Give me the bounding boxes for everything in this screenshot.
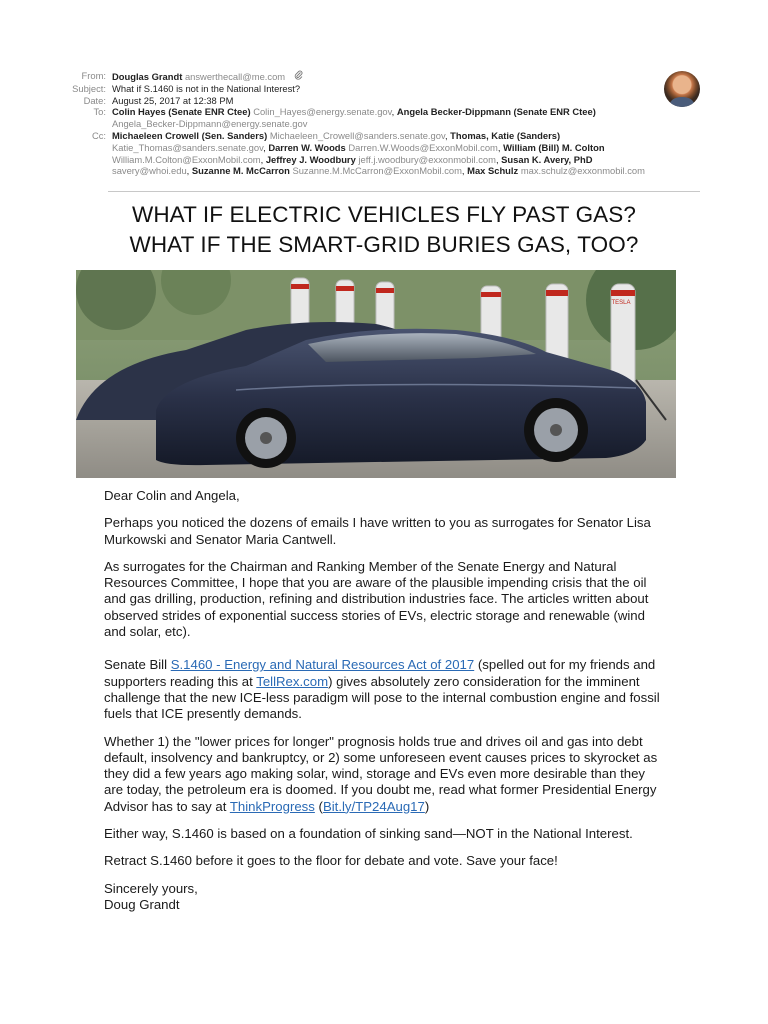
cc-name[interactable]: Jeffrey J. Woodbury (265, 153, 356, 165)
tesla-charging-photo (76, 270, 676, 478)
subject-row (0, 83, 720, 95)
to-name[interactable]: Angela Becker-Dippmann (Senate ENR Ctee) (396, 106, 596, 118)
closing: Sincerely yours, (104, 880, 198, 896)
cc-email[interactable]: Suzanne.M.McCarron@ExxonMobil.com (292, 165, 462, 177)
tellrex-link[interactable]: TellRex.com (256, 673, 329, 689)
bitly-link[interactable]: Bit.ly/TP24Aug17 (322, 798, 425, 814)
subject-label: Subject: (72, 82, 106, 94)
signature: Doug Grandt (104, 896, 180, 912)
from-row (0, 70, 720, 83)
s1460-link[interactable]: S.1460 - Energy and Natural Resources Act of 2017 (170, 657, 475, 673)
cc-name[interactable]: Michaeleen Crowell (Sen. Sanders) (112, 129, 268, 141)
cc-email[interactable]: savery@whoi.edu (112, 165, 187, 177)
header-divider (108, 191, 700, 192)
to-email[interactable]: Angela_Becker-Dippmann@energy.senate.gov (112, 118, 308, 130)
cc-name[interactable]: William (Bill) M. Colton (503, 141, 605, 153)
paragraph-4: Whether 1) the "lower prices for longer" prognosis holds true and drives oil and gas into debt default, insolvency and bankruptcy, or 2) some unforeseen event causes prices to skyrocket as they did a few years ago making solar, wind, storage and EVs even more desirable than they are today, the petroleum era is doomed. If you doubt me, read what former Presidential Energy Advisor has to say at ThinkProgress (Bit.ly/TP24Aug17) (104, 733, 658, 814)
to-name[interactable]: Colin Hayes (Senate ENR Ctee) (112, 106, 251, 118)
date-label: Date: (83, 94, 106, 106)
cc-email[interactable]: Michaeleen_Crowell@sanders.senate.gov (269, 129, 445, 141)
sender-avatar (664, 71, 700, 107)
cc-name[interactable]: Darren W. Woods (268, 141, 346, 153)
cc-row: Cc: Michaeleen Crowell (Sen. Sanders) Michaeleen_Crowell@sanders.senate.gov, Thomas, Katie (Sanders) Katie_Thomas@sanders.senate.gov, Darren W. Woods Darren.W.Woods@ExxonMobil.com, William (Bill) M. Colton William.M.Colton@ExxonMobil.com, Jeffrey J. Woodbury jeff.j.woodbury@exxonmobil.com, Susan K. Avery, PhD savery@whoi.edu, Suzanne M. McCarron Suzanne.M.McCarron@ExxonMobil.com, Max Schulz max.schulz@exxonmobil.com (0, 130, 720, 177)
cc-email[interactable]: Katie_Thomas@sanders.senate.gov (112, 141, 264, 153)
email-header (0, 70, 720, 177)
cc-email[interactable]: jeff.j.woodbury@exxonmobil.com (358, 153, 496, 165)
to-email[interactable]: Colin_Hayes@energy.senate.gov (253, 106, 392, 118)
from-label: From: (81, 70, 106, 81)
from-email[interactable]: answerthecall@me.com (184, 71, 286, 82)
cc-label: Cc: (91, 129, 106, 141)
headline-line-1: WHAT IF ELECTRIC VEHICLES FLY PAST GAS? (131, 202, 637, 227)
to-label: To: (93, 106, 106, 118)
paragraph-5: Either way, S.1460 is based on a foundation of sinking sand—NOT in the National Interest. (104, 826, 633, 842)
to-row: To: Colin Hayes (Senate ENR Ctee) Colin_Hayes@energy.senate.gov, Angela Becker-Dippmann (Senate ENR Ctee) Angela_Becker-Dippmann@energy.senate.gov (0, 106, 720, 130)
cc-name[interactable]: Max Schulz (467, 165, 519, 177)
paragraph-2: As surrogates for the Chairman and Ranking Member of the Senate Energy and Natural Resources Committee, I hope that you are aware of the plausible impending crisis that the oil and gas drilling, production, refining and distribution industries face. The articles written about observed strides of exponential success stories of EVs, electric storage and renewable (wind and solar, etc). (104, 558, 649, 640)
paperclip-icon (294, 70, 303, 83)
cc-name[interactable]: Susan K. Avery, PhD (501, 153, 593, 165)
charger-label: TESLA (611, 300, 631, 306)
subject-value: What if S.1460 is not in the National Interest? (112, 82, 301, 94)
from-name[interactable]: Douglas Grandt (112, 71, 183, 82)
cc-name[interactable]: Suzanne M. McCarron (191, 165, 290, 177)
cc-email[interactable]: Darren.W.Woods@ExxonMobil.com (348, 141, 498, 153)
paragraph-3: Senate Bill S.1460 - Energy and Natural Resources Act of 2017 (spelled out for my friends and supporters reading this at TellRex.com) gives absolutely zero consideration for the imminent challenge that the new ICE-less paradigm will pose to the internal combustion engine and fossil fuels that ICE presently demands. (104, 657, 660, 722)
date-row (0, 95, 720, 107)
paragraph-1: Perhaps you noticed the dozens of emails I have written to you as surrogates for Senator Lisa Murkowski and Senator Maria Cantwell. (104, 515, 651, 547)
cc-email[interactable]: William.M.Colton@ExxonMobil.com (112, 153, 261, 165)
cc-name[interactable]: Thomas, Katie (Sanders) (450, 129, 561, 141)
thinkprogress-link[interactable]: ThinkProgress (229, 798, 315, 814)
greeting: Dear Colin and Angela, (104, 488, 240, 503)
headline (0, 200, 768, 260)
cc-email[interactable]: max.schulz@exxonmobil.com (520, 165, 645, 177)
headline-line-2: WHAT IF THE SMART-GRID BURIES GAS, TOO? (129, 232, 639, 257)
paragraph-6: Retract S.1460 before it goes to the floor for debate and vote. Save your face! (104, 853, 558, 869)
letter-body (104, 488, 664, 913)
date-value: August 25, 2017 at 12:38 PM (112, 94, 234, 106)
